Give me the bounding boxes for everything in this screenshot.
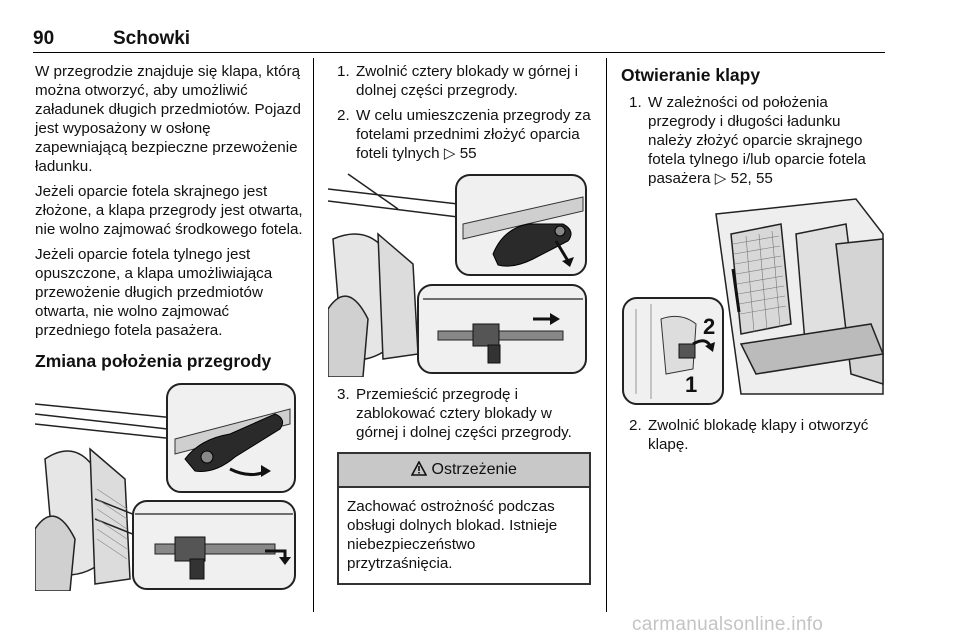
step-text: W zależności od położenia przegrody i długości ładunku należy złożyć oparcie skrajnego fotela tylnego i/lub oparcie fotela pasażera xyxy=(648,94,866,187)
partition-latch-illustration xyxy=(35,379,297,591)
page-ref-link[interactable]: 55 xyxy=(459,145,477,162)
page-ref-icon: ▷ xyxy=(714,170,727,187)
step-text: Zwolnić blokadę klapy i otworzyć klapę. xyxy=(648,417,869,453)
watermark: carmanualsonline.info xyxy=(632,614,824,635)
column-2 xyxy=(337,62,591,585)
callout-number-2: 2 xyxy=(703,314,716,339)
list-item xyxy=(337,62,591,100)
flap-opening-illustration xyxy=(621,194,885,406)
step-text: Przemieścić przegrodę i zablokować cztery blokady w górnej i dolnej części przegrody. xyxy=(356,386,572,441)
warning-triangle-icon xyxy=(411,461,427,476)
warning-header xyxy=(339,454,589,488)
partition-folding-illustration xyxy=(328,169,588,377)
column-1 xyxy=(35,62,305,591)
steps-list-opening xyxy=(621,93,886,188)
step-text: Zwolnić cztery blokady w górnej i dolnej części przegrody. xyxy=(356,63,578,99)
step-number: 1. xyxy=(337,63,350,80)
paragraph-2: Jeżeli oparcie fotela skrajnego jest złożone, a klapa przegrody jest otwarta, nie wolno zajmować środkowego fotela. xyxy=(35,183,303,238)
callout-number-1: 1 xyxy=(685,372,698,397)
page-header xyxy=(33,28,885,52)
warning-text: Zachować ostrożność podczas obsługi dolnych blokad. Istnieje niebezpieczeństwo przytrzaśnięcia. xyxy=(347,498,558,572)
list-item xyxy=(629,416,886,454)
step-number: 3. xyxy=(337,386,350,403)
page-ref-link[interactable]: 52, 55 xyxy=(730,170,773,187)
step-text: W celu umieszczenia przegrody za fotelami przednimi złożyć oparcia foteli tylnych xyxy=(356,107,591,162)
list-item xyxy=(337,106,591,163)
column-3 xyxy=(621,62,886,460)
paragraph-3: Jeżeli oparcie fotela tylnego jest opuszczone, a klapa umożliwiająca przewożenie długich przedmiotów otwarta, nie wolno zajmować przedniego fotela pasażera. xyxy=(35,246,273,339)
paragraph-1: W przegrodzie znajduje się klapa, którą można otworzyć, aby umożliwić załadunek długich przedmiotów. Pojazd jest wyposażony w osłonę zapewniającą bezpieczne przewożenie ładunku. xyxy=(35,63,301,175)
list-item xyxy=(629,93,886,188)
steps-list-repositioning xyxy=(337,62,591,163)
page-title: Schowki xyxy=(113,28,191,49)
column-divider-1 xyxy=(313,58,314,612)
page-number: 90 xyxy=(33,28,55,49)
section-heading-opening-flap: Otwieranie klapy xyxy=(621,65,761,85)
step-number: 2. xyxy=(337,107,350,124)
warning-title: Ostrzeżenie xyxy=(431,461,517,478)
header-rule xyxy=(33,52,885,53)
step-number: 2. xyxy=(629,417,642,434)
section-heading-repositioning: Zmiana położenia przegrody xyxy=(35,351,272,371)
steps-list-repositioning-cont xyxy=(337,385,591,442)
step-number: 1. xyxy=(629,94,642,111)
warning-box xyxy=(337,452,591,585)
steps-list-opening-cont xyxy=(621,416,886,454)
column-divider-2 xyxy=(606,58,607,612)
list-item xyxy=(337,385,591,442)
page-ref-icon: ▷ xyxy=(443,145,456,162)
